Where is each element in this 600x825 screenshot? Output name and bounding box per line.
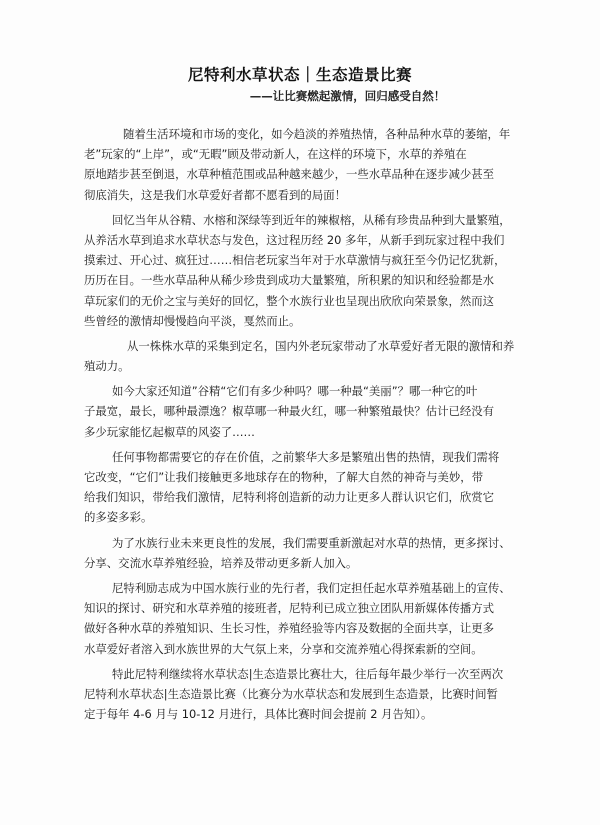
text-line: 多少玩家能忆起椒草的风姿了…… — [84, 424, 255, 439]
text-line: 从养活水草到追求水草状态与发色，这过程历经 20 多年，从新手到玩家过程中我们 — [84, 232, 505, 247]
text-line: 尼特利水草状态|生态造景比赛（比赛分为水草状态和发展到生态造景，比赛时间暂 — [84, 686, 498, 701]
text-line: 摸索过、开心过、疯狂过……相信老玩家当年对于水草激情与疯狂至今仍记忆犹新， — [84, 253, 506, 268]
document-subtitle: ——让比赛燃起激情，回归感受自然！ — [249, 89, 446, 103]
paragraph — [84, 664, 524, 725]
text-line: 尼特利励志成为中国水族行业的先行者，我们定担任起水草养殖基础上的宣传、 — [112, 580, 511, 595]
text-line: 子最宽，最长，哪种最漂逸？椒草哪一种最火红，哪一种繁殖最快？估计已经没有 — [84, 404, 495, 419]
text-line: 定于每年 4-6 月与 10-12 月进行，具体比赛时间会提前 2 月告知）。 — [84, 707, 433, 722]
text-line: 知识的探讨、研究和水草养殖的接班者，尼特利已成立独立团队用新媒体传播方式 — [84, 601, 495, 616]
paragraph — [84, 533, 524, 573]
paragraph — [84, 381, 524, 442]
text-line: 它改变，“它们”让我们接触更多地球存在的物种，了解大自然的神奇与美妙，带 — [84, 470, 484, 484]
text-line: 做好各种水草的养殖知识、生长习性，养殖经验等内容及数据的全面共享，让更多 — [84, 621, 495, 636]
text-line: 些曾经的激情却慢慢趋向平淡，戛然而止。 — [84, 313, 301, 328]
text-line: 老”玩家的“上岸”，或“无暇”顾及带动新人，在这样的环境下，水草的养殖在 — [84, 147, 467, 162]
text-line: 水草爱好者溶入到水族世界的大气氛上来，分享和交流养殖心得探索新的空间。 — [84, 641, 483, 656]
text-line: 随着生活环境和市场的变化，如今趋淡的养殖热情，各种品种水草的萎缩，年 — [123, 127, 511, 141]
paragraph — [84, 447, 524, 528]
text-line: 任何事物都需要它的存在价值，之前繁华大多是繁殖出售的热情，现我们需将 — [112, 449, 500, 464]
text-line: 从一株株水草的采集到定名，国内外老玩家带动了水草爱好者无限的激情和养 — [127, 338, 515, 353]
text-line: 分享、交流水草养殖经验，培养及带动更多新人加入。 — [84, 555, 358, 570]
text-line: 草玩家们的无价之宝与美好的回忆，整个水族行业也呈现出欣欣向荣景象，然而这 — [84, 293, 495, 308]
paragraph — [84, 124, 524, 205]
text-line: 给我们知识，带给我们激情，尼特利将创造新的动力让更多人群认识它们，欣赏它 — [84, 490, 495, 505]
paragraph — [84, 578, 524, 659]
text-line: 历历在目。一些水草品种从稀少珍贵到成功大量繁殖，所积累的知识和经验都是水 — [84, 273, 495, 288]
paragraph — [84, 210, 524, 331]
text-line: 彻底消失，这是我们水草爱好者都不愿看到的局面！ — [84, 187, 346, 202]
text-line: 为了水族行业未来更良性的发展，我们需要重新激起对水草的热情，更多探讨、 — [112, 535, 511, 550]
text-line: 特此尼特利继续将水草状态|生态造景比赛壮大，往后每年最少举行一次至两次 — [112, 666, 504, 681]
text-line: 如今大家还知道”谷精“它们有多少种吗？哪一种最“美丽”？哪一种它的叶 — [112, 384, 478, 399]
document-title: 尼特利水草状态｜生态造景比赛 — [187, 66, 412, 84]
text-line: 原地踏步甚至倒退，水草种植范围或品种越来越少，一些水草品种在逐步减少甚至 — [84, 167, 495, 182]
text-line: 的多姿多彩。 — [84, 510, 153, 525]
document-body — [84, 124, 524, 724]
paragraph — [84, 336, 524, 376]
text-line: 回忆当年从谷精、水榕和深绿等到近年的辣椒榕，从稀有珍贵品种到大量繁殖， — [112, 212, 511, 227]
text-line: 殖动力。 — [84, 359, 130, 374]
